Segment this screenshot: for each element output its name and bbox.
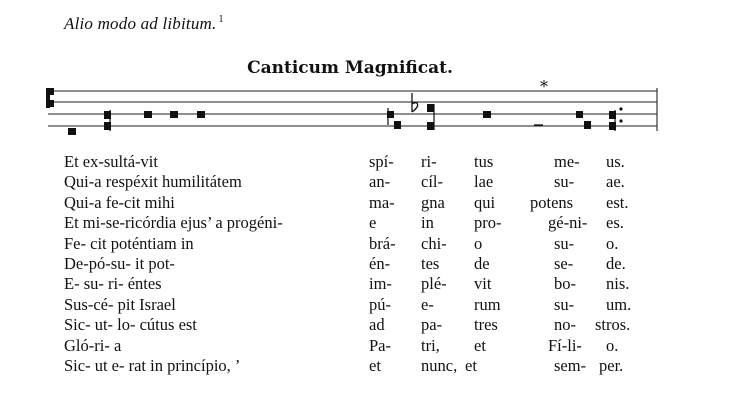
note bbox=[427, 104, 434, 112]
syllable-3: de bbox=[474, 253, 490, 273]
syllable-5: um. bbox=[606, 294, 632, 314]
verse-text: Et mi-se-ricórdia ejus’ a progéni- bbox=[64, 213, 283, 233]
syllable-1: spí- bbox=[369, 152, 394, 171]
note bbox=[170, 111, 178, 118]
syllable-1: e bbox=[369, 213, 377, 233]
syllable-5: o. bbox=[606, 335, 619, 355]
chant-notes bbox=[68, 104, 623, 135]
syllable-5: de. bbox=[606, 253, 626, 273]
syllable-4: se- bbox=[554, 253, 574, 273]
syllable-2: plé- bbox=[421, 274, 447, 294]
verse-text: Fe- cit poténtiam in bbox=[64, 233, 194, 253]
note bbox=[394, 121, 401, 129]
syllable-1: Pa- bbox=[369, 335, 391, 355]
syllable-2: pa- bbox=[421, 315, 443, 335]
rubric-text: Alio modo ad libitum. bbox=[64, 14, 217, 33]
verse-text: De-pó-su- it pot- bbox=[64, 253, 175, 273]
note bbox=[483, 111, 491, 118]
syllable-2: tes bbox=[421, 253, 440, 273]
verse-text: Sic- ut e- rat in princípio, ’ bbox=[64, 355, 241, 375]
syllable-5: us. bbox=[606, 152, 625, 171]
syllable-1: an- bbox=[369, 172, 391, 192]
syllable-3: et bbox=[465, 355, 477, 375]
syllable-3: rum bbox=[474, 294, 501, 314]
chant-staff bbox=[0, 0, 740, 150]
syllable-5: per. bbox=[599, 355, 624, 375]
verse-text: Gló-ri- a bbox=[64, 335, 122, 355]
syllable-3: lae bbox=[474, 172, 494, 192]
footnote-mark: 1 bbox=[218, 14, 224, 26]
syllable-4: no- bbox=[554, 315, 576, 335]
syllable-3: o bbox=[474, 233, 483, 253]
syllable-4: Fí-li- bbox=[548, 335, 582, 355]
syllable-5: stros. bbox=[595, 315, 631, 335]
page-title: Canticum Magnificat. bbox=[247, 58, 453, 78]
syllable-3: pro- bbox=[474, 213, 502, 233]
note bbox=[427, 122, 434, 130]
syllable-5: est. bbox=[606, 192, 629, 212]
syllable-3: qui bbox=[474, 192, 496, 212]
syllable-1: én- bbox=[369, 253, 391, 273]
verse-text: Qui-a fe-cit mihi bbox=[64, 192, 175, 212]
syllable-2: ri- bbox=[421, 152, 437, 171]
verse-text: Et ex-sultá-vit bbox=[64, 152, 158, 171]
syllable-1: pú- bbox=[369, 294, 391, 314]
syllable-1: ad bbox=[369, 315, 385, 335]
note bbox=[68, 128, 76, 135]
syllable-2: tri, bbox=[421, 335, 440, 355]
syllable-1: im- bbox=[369, 274, 392, 294]
note bbox=[197, 111, 205, 118]
syllable-4: bo- bbox=[554, 274, 576, 294]
syllable-2: e- bbox=[421, 294, 434, 314]
syllable-4: me- bbox=[554, 152, 580, 171]
mora-dot bbox=[619, 107, 622, 110]
syllable-3: vit bbox=[474, 274, 492, 294]
syllable-3: tus bbox=[474, 152, 494, 171]
syllable-4: su- bbox=[554, 172, 575, 192]
syllable-5: o. bbox=[606, 233, 619, 253]
asterisk: * bbox=[540, 77, 548, 96]
note bbox=[576, 111, 583, 118]
syllable-4: sem- bbox=[554, 355, 587, 375]
mora-dot bbox=[619, 119, 622, 122]
note bbox=[144, 111, 152, 118]
note bbox=[584, 121, 591, 129]
syllable-1: brá- bbox=[369, 233, 396, 253]
syllable-5: nis. bbox=[606, 274, 630, 294]
syllable-2: cíl- bbox=[421, 172, 443, 192]
syllable-1: et bbox=[369, 355, 381, 375]
syllable-3: et bbox=[474, 335, 486, 355]
staff-lines bbox=[48, 91, 657, 126]
syllable-5: es. bbox=[606, 213, 624, 233]
syllable-4: su- bbox=[554, 294, 575, 314]
syllable-4: potens bbox=[530, 192, 574, 212]
syllable-5: ae. bbox=[606, 172, 625, 192]
do-clef-icon bbox=[46, 88, 54, 108]
syllable-4: gé-ni- bbox=[548, 213, 588, 233]
syllable-1: ma- bbox=[369, 192, 395, 212]
verse-text: Qui-a respéxit humilitátem bbox=[64, 172, 242, 192]
syllable-3: tres bbox=[474, 315, 498, 335]
syllable-2: nunc, bbox=[421, 355, 458, 375]
verse-text: E- su- ri- éntes bbox=[64, 274, 162, 294]
syllable-2: gna bbox=[421, 192, 445, 212]
verse-text: Sus-cé- pit Israel bbox=[64, 294, 176, 314]
syllable-4: su- bbox=[554, 233, 575, 253]
verse-text: Sic- ut- lo- cútus est bbox=[64, 315, 197, 335]
syllable-2: chi- bbox=[421, 233, 447, 253]
syllable-2: in bbox=[421, 213, 434, 233]
